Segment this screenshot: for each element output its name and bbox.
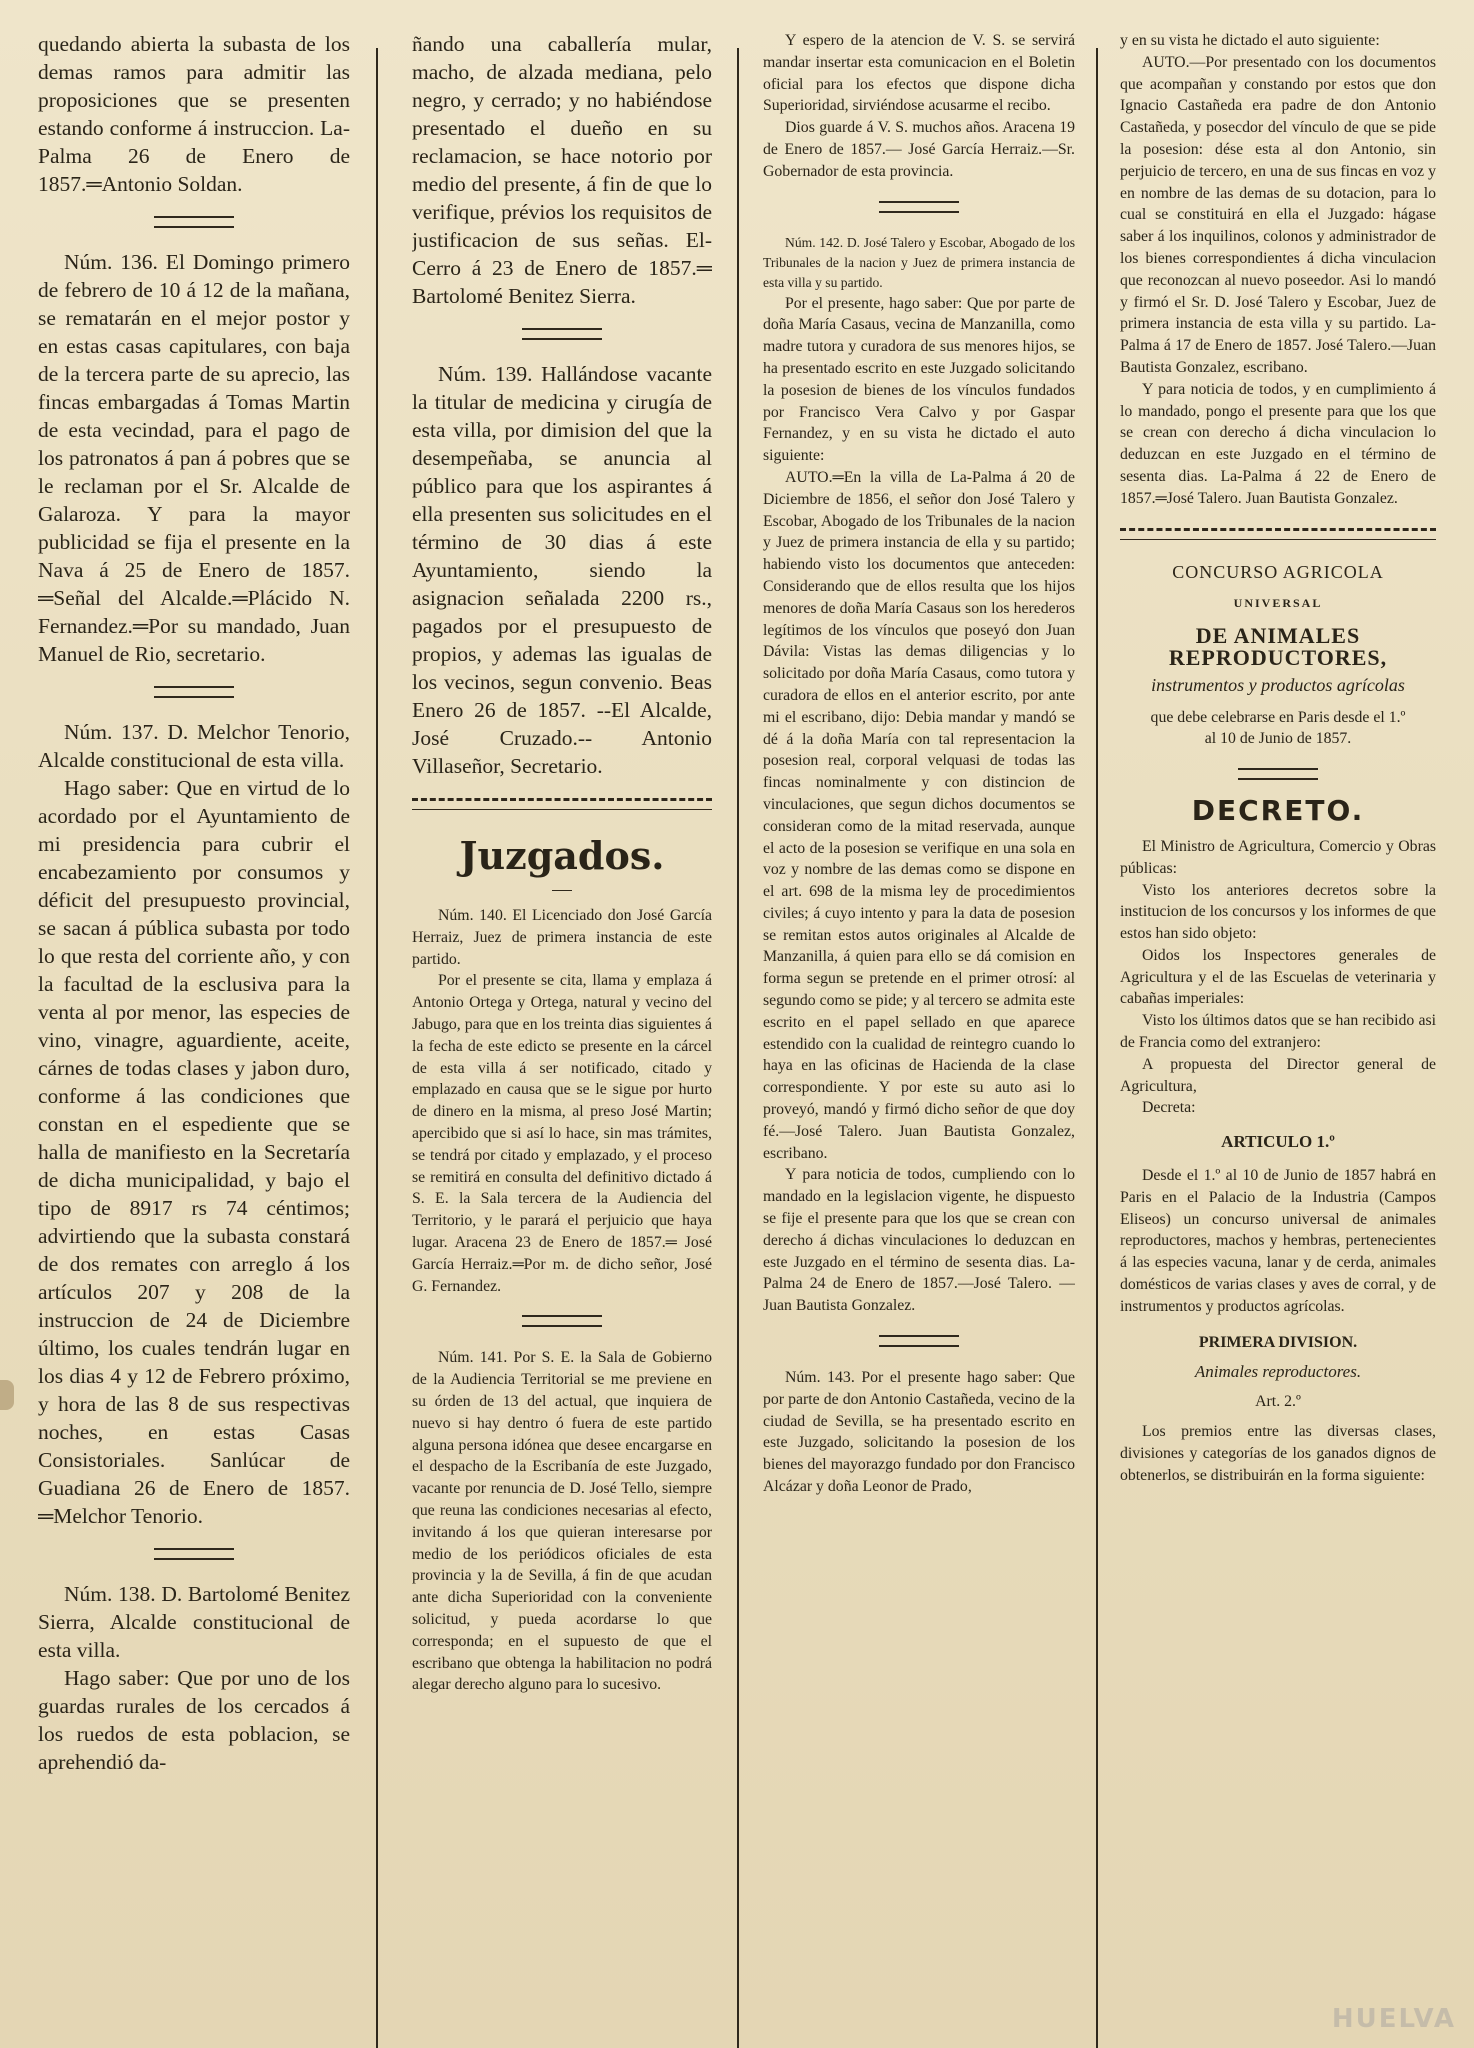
- continued-notice: y en su vista he dictado el auto siguiente:: [1120, 32, 1380, 49]
- concurso-subtitle: UNIVERSAL: [1233, 596, 1323, 611]
- column-2: [412, 30, 712, 2048]
- letter-closing: Dios guarde á V. S. muchos años. Aracena 19 de Enero de 1857.— José García Herraiz.—Sr. Gobernador de esta provincia.: [763, 119, 1075, 180]
- notice-136: Núm. 136. El Domingo primero de febrero de 10 á 12 de la mañana, se rematarán en el mejor postor y en estas casas capitulares, con baja de la tercera parte de su aprecio, las fincas embargadas á Tomas Martin de esta vecindad, para el pago de los patronatos á pan á pobres que se le reclaman por el Sr. Alcalde de Galaroza. Y para la mayor publicidad se fija el presente en la Nava á 25 de Enero de 1857. ═Señal del Alcalde.═Plácido N. Fernandez.═Por su mandado, Juan Manuel de Rio, secretario.: [38, 250, 350, 666]
- column-rule: [1096, 48, 1098, 2048]
- continued-letter: Y espero de la atencion de V. S. se servirá mandar insertar esta comunicacion en el Boletin oficial para los efectos que dispone dicha Superioridad, sirviéndose acusarme el recibo.: [763, 32, 1075, 115]
- ornament-rule: [522, 1315, 602, 1327]
- column-rule: [376, 48, 378, 2048]
- concurso-title: CONCURSO AGRICOLA: [1172, 561, 1384, 582]
- notice-141: Núm. 141. Por S. E. la Sala de Gobierno de la Audiencia Territorial se me previene en su órden de 13 del actual, que inquiera de nuevo si hay dentro ó fuera de este partido alguna persona idónea que desee encargarse en el despacho de la Escribanía de este Juzgado, vacante por renuncia de D. José Tello, siempre que reuna las condiciones necesarias al efecto, invitando á los que quieran interesarse por medio de los periódicos oficiales de esta provincia y la de Sevilla, á fin de que acudan ante dicha Superioridad con la conveniente solicitud, y pueda acordarse lo que corresponda; en el supuesto de que el escribano que obtenga la habilitacion no podrá alegar derecho alguno para lo sucesivo.: [412, 1349, 712, 1694]
- concurso-heading: DE ANIMALES REPRODUCTORES,: [1168, 623, 1388, 670]
- decreto-line: El Ministro de Agricultura, Comercio y Obras públicas:: [1120, 837, 1436, 877]
- continued-notice: ñando una caballería mular, macho, de alzada mediana, pelo negro, y cerrado; y no habiéndose presentado el dueño en su reclamacion, se hace notorio por medio del presente, á fin de que lo verifique, prévios los requisitos de justificacion de sus señas. El-Cerro á 23 de Enero de 1857.═ Bartolomé Benitez Sierra.: [412, 32, 712, 308]
- decreto-line: Visto los últimos datos que se han recibido asi de Francia como del extranjero:: [1120, 1012, 1436, 1052]
- article-1-body: Desde el 1.º al 10 de Junio de 1857 habrá en Paris en el Palacio de la Industria (Campos Eliseos) un concurso universal de animales reproductores, machos y hembras, pertenecientes á las especies vacuna, lanar y de cerda, animales domésticos de varias clases y aves de corral, y de instrumentos y productos agrícolas.: [1120, 1167, 1436, 1315]
- notice-142-heading: Núm. 142. D. José Talero y Escobar, Abogado de los Tribunales de la nacion y Juez de primera instancia de esta villa y su partido.: [763, 234, 1075, 290]
- concurso-dates: que debe celebrarse en Paris desde el 1.º al 10 de Junio de 1857.: [1150, 708, 1406, 748]
- continued-notice: quedando abierta la subasta de los demas ramos para admitir las proposiciones que se presenten estando conforme á instruccion. La-Palma 26 de Enero de 1857.═Antonio Soldan.: [38, 32, 350, 196]
- decreto-heading: DECRETO.: [1191, 794, 1365, 828]
- notice-139: Núm. 139. Hallándose vacante la titular de medicina y cirugía de esta villa, por dimision del que la desempeñaba, se anuncia al público para que los aspirantes á ella presenten sus solicitudes en el término de 30 dias á este Ayuntamiento, siendo la asignacion señalada 2200 rs., pagados por el presupuesto de propios, y ademas las igualas de los vecinos, segun convenio. Beas Enero 26 de 1857. --El Alcalde, José Cruzado.-- Antonio Villaseñor, Secretario.: [412, 362, 712, 778]
- decreto-line: A propuesta del Director general de Agricultura,: [1120, 1055, 1436, 1095]
- auto-text: AUTO.—Por presentado con los documentos que acompañan y constando por estos que don Ignacio Castañeda era padre de don Antonio Castañeda, y posecdor del vínculo de que se pide la posesion: dése esta al don Antonio, sin perjuicio de tercero, en una de sus fincas en voz y en nombre de las demas de su dotacion, para lo cual se constituirá en ella el Juzgado: hágase saber á los inquilinos, colonos y administrador de los bienes correspondientes á dicha vinculacion que reconozcan al nuevo poseedor. Asi lo mandó y firmó el Sr. D. José Talero y Escobar, Juez de primera instancia de esta villa y su partido. La-Palma á 17 de Enero de 1857. José Talero.—Juan Bautista Gonzalez, escribano.: [1120, 53, 1436, 376]
- column-rule: [737, 48, 739, 2048]
- dash-rule: [552, 890, 572, 891]
- article-1-heading: ARTICULO 1.º: [1221, 1132, 1335, 1152]
- ornament-rule: [879, 201, 959, 213]
- ornament-rule: [522, 328, 602, 340]
- notice-142-auto: AUTO.═En la villa de La-Palma á 20 de Diciembre de 1856, el señor don José Talero y Escobar, Abogado de los Tribunales de la nacion y Juez de primera instancia de ella y su partido; habiendo visto los documentos que anteceden: Considerando que de ellos resulta que los hijos menores de doña María Casaus son los herederos legítimos de los vínculos que poseyó don Juan Dávila: Vistas las demas diligencias y lo solicitado por doña María Casaus, como tutora y curadora de ellos en el anterior escrito, por ante mi el escribano, dijo: Debia mandar y mandó se dé á la doña María con tal representacion la posesion real, corporal velquasi de todas las fincas nominalmente y con distincion de vinculaciones, que segun dichos documentos se consideran como de la mitad reservada, aunque el acto de la posesion se verifique en una sola en voz y nombre de las demas como se dispone en el art. 698 de la misma ley de procedimientos civiles; á cuyo intento y para la data de posesion se remitan estos autos originales al Alcalde de Manzanilla, á quien para ello se dá comision en forma segun se pretende en el primer otrosí: al segundo como se pide; y al tercero se admita este escrito en el papel sellado en que aparece estendido con la cualidad de reintegro cuando lo haya en las oficinas de Hacienda de la clase correspondiente. Y por este su auto asi lo proveyó, mandó y firmó dicho señor de que doy fé.—José Talero. Juan Bautista Gonzalez, escribano.: [763, 468, 1075, 1162]
- decreto-line: Visto los anteriores decretos sobre la institucion de los concursos y los informes de que estos han sido objeto:: [1120, 881, 1436, 943]
- ornament-rule: [154, 686, 234, 698]
- division-heading: PRIMERA DIVISION.: [1198, 1333, 1358, 1351]
- notice-137-body: Hago saber: Que en virtud de lo acordado por el Ayuntamiento de mi presidencia para cubrir el encabezamiento por consumos y déficit del presupuesto provincial, se sacan á pública subasta por todo lo que resta del corriente año, y con la facultad de la esclusiva para la venta al por menor, las especies de vino, vinagre, aguardiente, aceite, cárnes de todas clases y jabon duro, conforme á las condiciones que constan en el espediente que se halla de manifiesto en la Secretaría de dicha municipalidad, y bajo el tipo de 8917 rs 74 céntimos; advirtiendo que la subasta constará de dos remates con arreglo á los artículos 207 y 208 de la instruccion de 24 de Diciembre último, los cuales tendrán lugar en los dias 4 y 12 de Febrero próximo, y hora de las 8 de sus respectivas noches, en estas Casas Consistoriales. Sanlúcar de Guadiana 26 de Enero de 1857. ═Melchor Tenorio.: [38, 776, 350, 1528]
- column-3: [763, 30, 1075, 2048]
- ornament-rule: [154, 1548, 234, 1560]
- decreto-line: Oidos los Inspectores generales de Agricultura y el de las Escuelas de veterinaria y cabañas imperiales:: [1120, 946, 1436, 1008]
- notice-142-closing: Y para noticia de todos, cumpliendo con lo mandado en la legislacion vigente, he dispuesto se fije el presente para que los que se crean con derecho á dichas vinculaciones lo deduzcan en este Juzgado en el término de sesenta dias. La-Palma 24 de Enero de 1857.—José Talero. —Juan Bautista Gonzalez.: [763, 1166, 1075, 1315]
- ornament-rule: [1238, 768, 1318, 780]
- court-notices: [412, 905, 712, 1696]
- article-2-heading: Art. 2.º: [1255, 1393, 1301, 1411]
- ornament-rule: [154, 216, 234, 228]
- section-title: Juzgados.: [459, 833, 665, 878]
- ornament-rule: [879, 1335, 959, 1347]
- decreto-line: Decreta:: [1142, 1099, 1196, 1117]
- column-1: [38, 30, 350, 2048]
- notice-138-heading: Núm. 138. D. Bartolomé Benitez Sierra, Alcalde constitucional de esta villa.: [38, 1582, 350, 1662]
- notice-143: Núm. 143. Por el presente hago saber: Que por parte de don Antonio Castañeda, vecino de la ciudad de Sevilla, se ha presentado escrito en este Juzgado, solicitando la posesion de los bienes del mayorazgo fundado por don Francisco Alcázar y doña Leonor de Prado,: [763, 1369, 1075, 1496]
- notice-138-body: Hago saber: Que por uno de los guardas rurales de los cercados á los ruedos de esta poblacion, se aprehendió da-: [38, 1666, 350, 1774]
- notice-140-heading: Núm. 140. El Licenciado don José García Herraiz, Juez de primera instancia de este partido.: [412, 907, 712, 968]
- notice-142-intro: Por el presente, hago saber: Que por parte de doña María Casaus, vecina de Manzanilla, como madre tutora y curadora de sus menores hijos, se ha presentado escrito en este Juzgado solicitando la posesion de bienes de los vínculos fundados por Francisco Vera Calvo y por Gaspar Fernandez, y en su vista he dictado el auto siguiente:: [763, 294, 1075, 465]
- paper-stain: [0, 1380, 14, 1410]
- concurso-italic: instrumentos y productos agrícolas: [1151, 674, 1405, 695]
- notice-140-body: Por el presente se cita, llama y emplaza á Antonio Ortega y Ortega, natural y vecino del Jabugo, para que en los treinta dias siguientes á la fecha de este edicto se presente en la cárcel de esta villa á ser notificado, citado y emplazado en causa que se le sigue por hurto de dinero en la misma, al preso José Martin; apercibido que si así lo hace, sin mas trámites, se tendrá por citado y emplazado, y el proceso se remitirá en consulta del definitivo dictado á S. E. la Sala tercera de la Audiencia del Territorio, y le parará el perjuicio que haya lugar. Aracena 23 de Enero de 1857.═ José García Herraiz.═Por m. de dicho señor, José G. Fernandez.: [412, 972, 712, 1295]
- division-subtitle: Animales reproductores.: [1194, 1362, 1362, 1382]
- column-4: [1120, 30, 1436, 2048]
- section-divider: [412, 798, 712, 810]
- closing-notice: Y para noticia de todos, y en cumplimiento á lo mandado, pongo el presente para que los que se crean con derecho á dicha vinculacion lo deduzcan en este Juzgado en el término de sesenta dias. La-Palma á 22 de Enero de 1857.═José Talero. Juan Bautista Gonzalez.: [1120, 380, 1436, 507]
- watermark: HUELVA: [1331, 2004, 1456, 2034]
- section-divider: [1120, 528, 1436, 540]
- notice-137-heading: Núm. 137. D. Melchor Tenorio, Alcalde constitucional de esta villa.: [38, 720, 350, 772]
- article-2-body: Los premios entre las diversas clases, divisiones y categorías de los ganados dignos de obtenerlos, se distribuirán en la forma siguiente:: [1120, 1423, 1436, 1484]
